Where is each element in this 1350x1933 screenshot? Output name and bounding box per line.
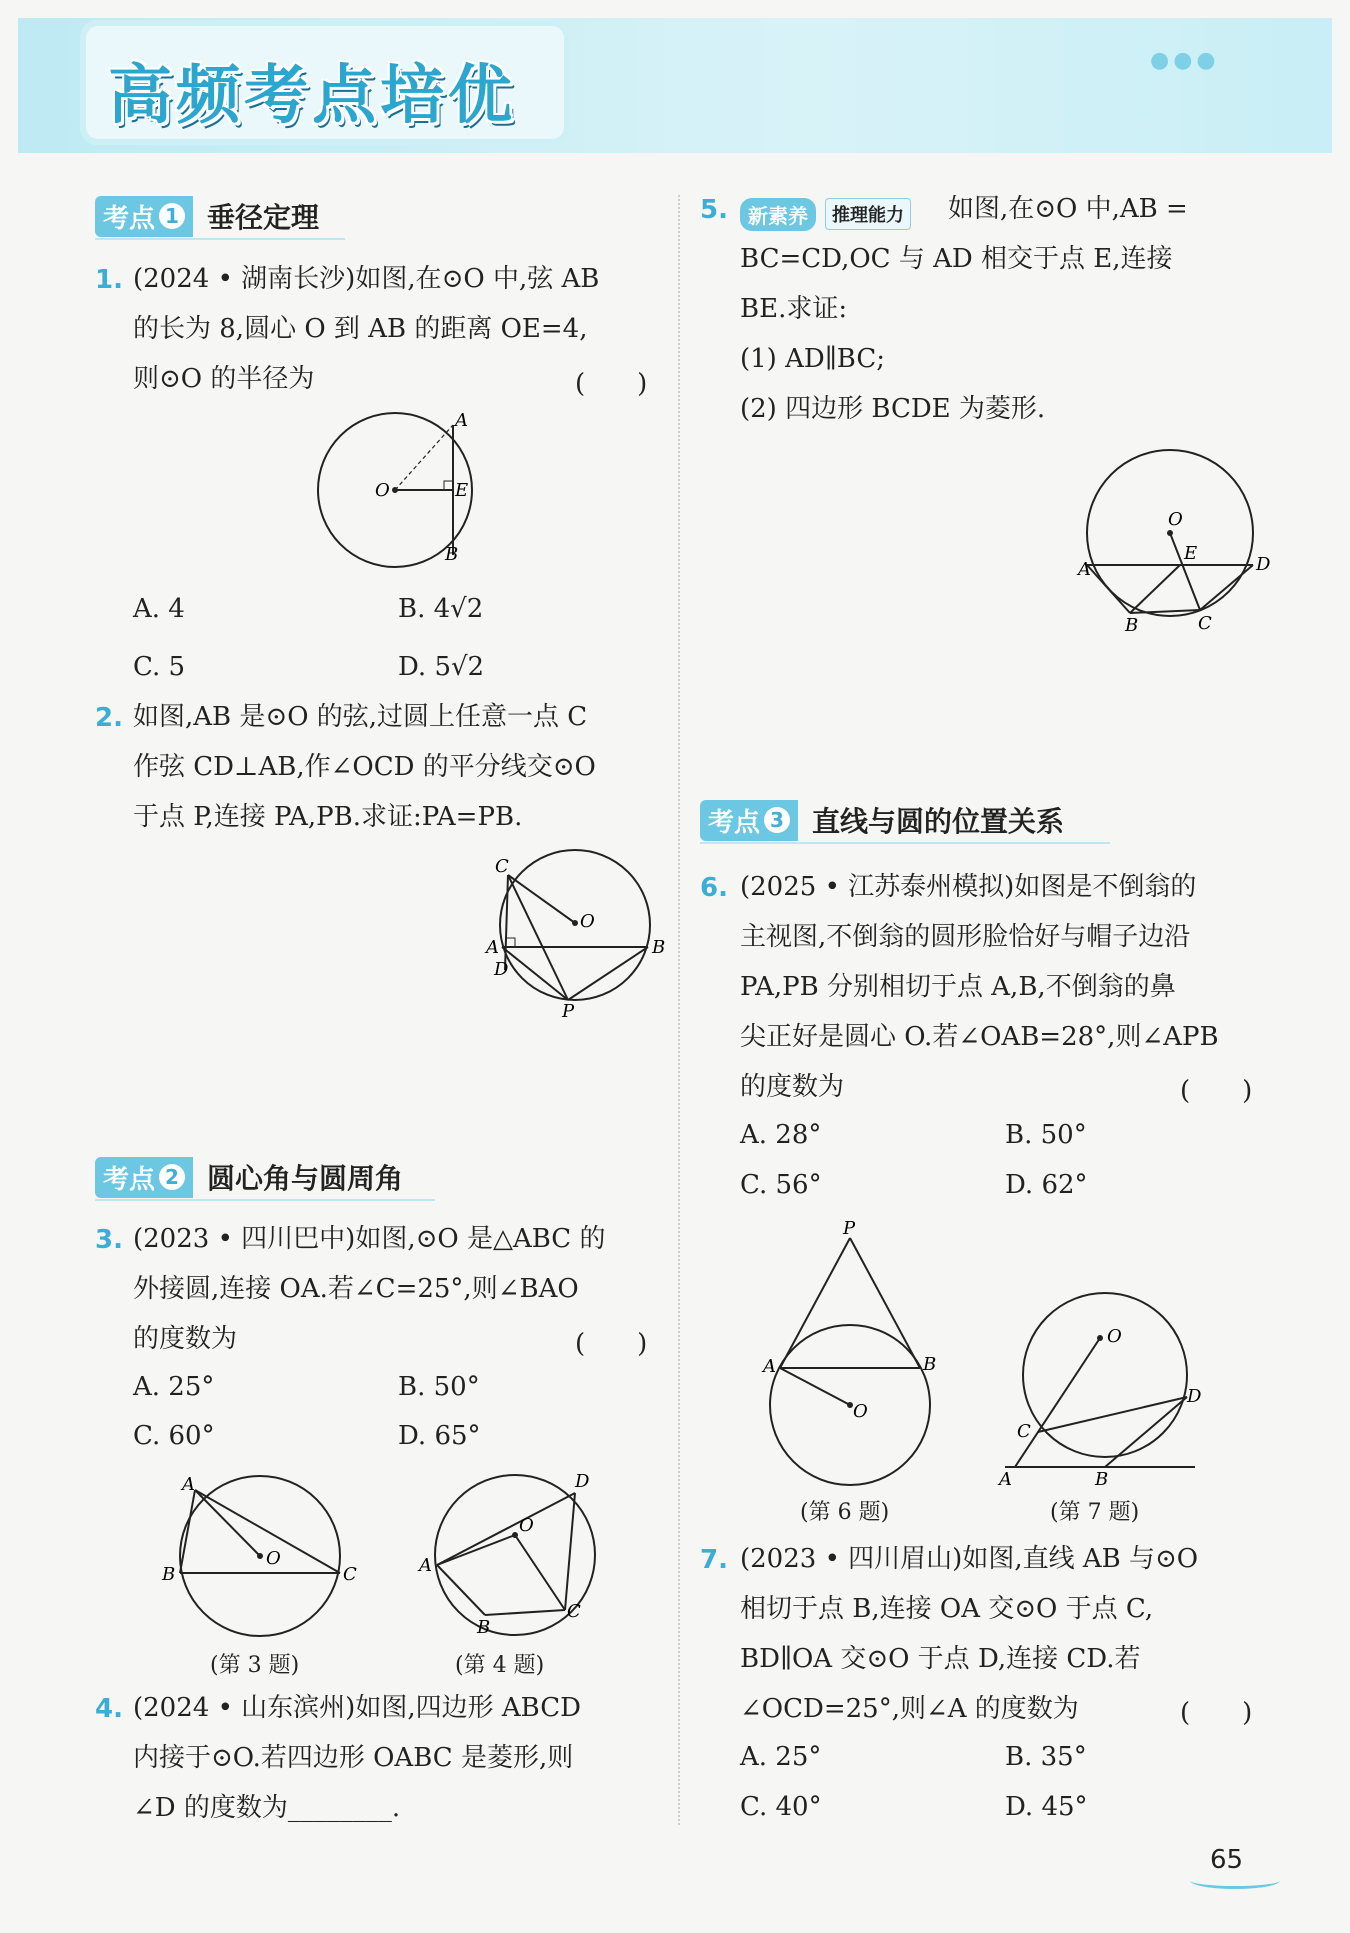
option-a: A. 28°: [740, 1120, 822, 1150]
section-underline: [700, 842, 1110, 844]
question-number: 3.: [95, 1225, 123, 1255]
section-heading-3: [700, 800, 1064, 840]
tag-reasoning: 推理能力: [825, 198, 911, 230]
option-d: D. 62°: [1005, 1170, 1088, 1200]
svg-text:O: O: [1107, 1326, 1122, 1347]
svg-text:B: B: [477, 1617, 491, 1638]
figure-q2: [480, 845, 666, 1022]
option-b: B. 4√2: [398, 594, 484, 624]
answer-bracket: ( ): [1180, 1698, 1253, 1728]
svg-text:A: A: [763, 1356, 776, 1377]
svg-text:A: A: [182, 1474, 195, 1495]
svg-text:O: O: [580, 911, 595, 932]
question-number: 7.: [700, 1545, 728, 1575]
option-a: A. 25°: [740, 1742, 822, 1772]
svg-text:C: C: [343, 1564, 357, 1585]
answer-bracket: ( ): [575, 1329, 648, 1359]
svg-text:A: A: [1078, 559, 1091, 580]
section-title: 直线与圆的位置关系: [812, 805, 1065, 838]
svg-text:D: D: [494, 959, 509, 980]
option-d: D. 45°: [1005, 1792, 1088, 1822]
option-c: C. 40°: [740, 1792, 822, 1822]
question-number: 1.: [95, 265, 123, 295]
svg-text:A: A: [999, 1469, 1012, 1490]
answer-bracket: ( ): [1180, 1076, 1253, 1106]
svg-text:A: A: [486, 937, 499, 958]
option-a: A. 25°: [133, 1372, 215, 1402]
section-title: 垂径定理: [207, 201, 320, 234]
svg-text:O: O: [1168, 509, 1183, 530]
section-underline: [95, 238, 345, 240]
section-heading-2: [95, 1157, 403, 1197]
option-c: C. 5: [133, 652, 186, 682]
svg-text:C: C: [567, 1601, 581, 1622]
answer-bracket: ( ): [575, 369, 648, 399]
svg-text:P: P: [562, 1001, 575, 1022]
question-number: 5.: [700, 195, 728, 225]
question-number: 2.: [95, 703, 123, 733]
svg-text:A: A: [419, 1555, 432, 1576]
tag-new-literacy: 新素养: [740, 198, 816, 231]
figure-caption: (第 3 题): [210, 1653, 300, 1678]
option-c: C. 60°: [133, 1421, 215, 1451]
svg-text:P: P: [843, 1218, 856, 1239]
question-5-text: 如图,在⊙O 中,AB =: [948, 194, 1188, 224]
page-number-swoosh: [1190, 1872, 1280, 1889]
svg-text:E: E: [1184, 543, 1198, 564]
section-underline: [95, 1199, 435, 1201]
section-heading-1: [95, 196, 319, 236]
option-d: D. 5√2: [398, 652, 485, 682]
page-title: 高频考点培优: [108, 59, 516, 133]
figure-q5: [1070, 445, 1270, 635]
page-number: 65: [1210, 1845, 1244, 1875]
svg-text:C: C: [495, 856, 509, 877]
question-number: 4.: [95, 1694, 123, 1724]
svg-text:C: C: [1198, 613, 1212, 634]
option-b: B. 35°: [1005, 1742, 1087, 1772]
section-badge: 考点 2: [95, 1157, 193, 1198]
section-badge: 考点 3: [700, 800, 798, 841]
svg-text:B: B: [445, 544, 459, 565]
figure-q1: [305, 410, 485, 580]
svg-text:O: O: [266, 1548, 281, 1569]
question-5-text-cont: BC=CD,OC 与 AD 相交于点 E,连接 BE.求证: (1) AD∥BC; (2) 四边形 BCDE 为菱形.: [740, 244, 1173, 424]
question-4-text: (2024 • 山东滨州)如图,四边形 ABCD 内接于⊙O.若四边形 OABC 是菱形,则 ∠D 的度数为________.: [133, 1693, 581, 1823]
question-3-text: (2023 • 四川巴中)如图,⊙O 是△ABC 的 外接圆,连接 OA.若∠C=25°,则∠BAO 的度数为: [133, 1224, 606, 1354]
question-2-text: 如图,AB 是⊙O 的弦,过圆上任意一点 C 作弦 CD⊥AB,作∠OCD 的平分线交⊙O 于点 P,连接 PA,PB.求证:PA=PB.: [133, 702, 596, 832]
figure-q7: [995, 1280, 1202, 1500]
question-1-text: (2024 • 湖南长沙)如图,在⊙O 中,弦 AB 的长为 8,圆心 O 到 AB 的距离 OE=4, 则⊙O 的半径为: [133, 264, 600, 394]
svg-text:D: D: [1256, 554, 1271, 575]
figure-caption: (第 4 题): [455, 1653, 545, 1678]
svg-text:B: B: [923, 1354, 937, 1375]
svg-text:O: O: [853, 1401, 868, 1422]
option-b: B. 50°: [398, 1372, 480, 1402]
decor-dots: ●●●: [1150, 48, 1220, 73]
figure-caption: (第 7 题): [1050, 1500, 1140, 1525]
option-b: B. 50°: [1005, 1120, 1087, 1150]
svg-text:C: C: [1017, 1421, 1031, 1442]
figure-caption: (第 6 题): [800, 1500, 890, 1525]
question-number: 6.: [700, 873, 728, 903]
option-a: A. 4: [133, 594, 185, 624]
section-title: 圆心角与圆周角: [207, 1162, 404, 1195]
column-divider: [678, 195, 680, 1825]
question-7-text: (2023 • 四川眉山)如图,直线 AB 与⊙O 相切于点 B,连接 OA 交⊙O 于点 C, BD∥OA 交⊙O 于点 D,连接 CD.若 ∠OCD=25°,则∠A 的度数为: [740, 1544, 1199, 1724]
question-6-text: (2025 • 江苏泰州模拟)如图是不倒翁的 主视图,不倒翁的圆形脸恰好与帽子边沿 PA,PB 分别相切于点 A,B,不倒翁的鼻 尖正好是圆心 O.若∠OAB=28°,则∠APB 的度数为: [740, 872, 1219, 1102]
svg-text:B: B: [1095, 1469, 1109, 1490]
svg-text:O: O: [375, 480, 390, 501]
svg-text:D: D: [575, 1471, 590, 1492]
svg-text:B: B: [1125, 615, 1139, 636]
svg-text:B: B: [162, 1564, 176, 1585]
figure-q4: [415, 1465, 615, 1640]
option-c: C. 56°: [740, 1170, 822, 1200]
svg-text:A: A: [455, 410, 468, 431]
section-badge: 考点 1: [95, 196, 193, 237]
svg-text:D: D: [1187, 1386, 1202, 1407]
svg-text:O: O: [519, 1515, 534, 1536]
figure-q3: [160, 1468, 360, 1643]
figure-q6: [755, 1220, 955, 1490]
svg-text:B: B: [652, 937, 666, 958]
option-d: D. 65°: [398, 1421, 481, 1451]
svg-text:E: E: [455, 480, 469, 501]
